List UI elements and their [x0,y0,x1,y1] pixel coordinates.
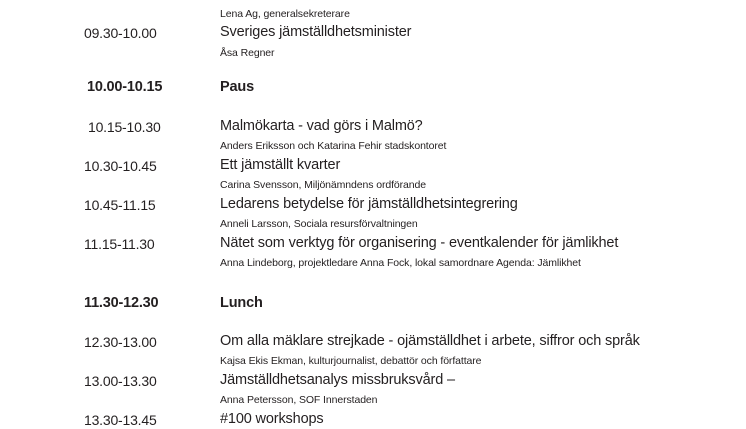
session-title: Ledarens betydelse för jämställdhetsintegrering [220,196,518,212]
session-title: Malmökarta - vad görs i Malmö? [220,118,423,134]
time-slot: 10.15-10.30 [88,119,161,135]
session-title: Ett jämställt kvarter [220,157,341,173]
time-slot: 09.30-10.00 [84,25,157,41]
time-slot: 11.30-12.30 [84,295,159,311]
speaker-name: Carina Svensson, Miljönämndens ordförande [220,179,427,191]
time-slot: 12.30-13.00 [84,334,157,350]
speaker-name: Åsa Regner [220,47,275,59]
session-title: Nätet som verktyg för organisering - eventkalender för jämlikhet [220,235,619,251]
session-title: Sveriges jämställdhetsminister [220,24,412,40]
session-title: #100 workshops [220,411,324,427]
speaker-name: Anna Lindeborg, projektledare Anna Fock, lokal samordnare Agenda: Jämlikhet [220,257,581,269]
speaker-name: Anneli Larsson, Sociala resursförvaltningen [220,218,418,230]
time-slot: 10.00-10.15 [87,79,163,95]
speaker-name: Lena Ag, generalsekreterare [220,8,350,20]
time-slot: 11.15-11.30 [84,236,155,252]
time-slot: 13.30-13.45 [84,412,157,428]
speaker-name: Anders Eriksson och Katarina Fehir stadskontoret [220,140,447,152]
time-slot: 10.30-10.45 [84,158,157,174]
time-slot: 10.45-11.15 [84,197,156,213]
break-title: Lunch [220,295,263,311]
speaker-name: Anna Petersson, SOF Innerstaden [220,394,378,406]
time-slot: 13.00-13.30 [84,373,157,389]
break-title: Paus [220,79,255,95]
session-title: Jämställdhetsanalys missbruksvård – [220,372,455,388]
session-title: Om alla mäklare strejkade - ojämställdhet i arbete, siffror och språk [220,333,640,349]
speaker-name: Kajsa Ekis Ekman, kulturjournalist, debattör och författare [220,355,482,367]
